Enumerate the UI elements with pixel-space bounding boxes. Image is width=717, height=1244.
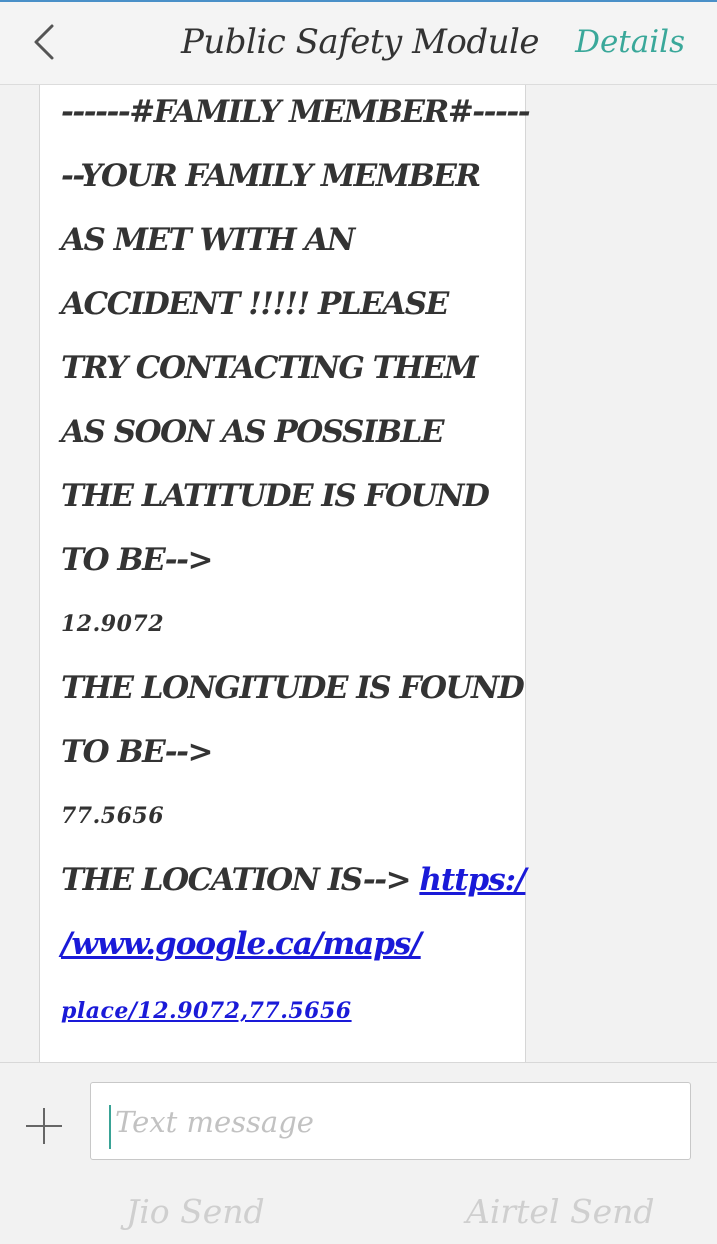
jio-send-button[interactable]: Jio Send	[126, 1192, 265, 1231]
message-line: TRY CONTACTING THEM	[61, 350, 477, 386]
attach-button[interactable]	[24, 1106, 64, 1146]
details-button[interactable]: Details	[575, 24, 685, 60]
message-input[interactable]	[90, 1082, 691, 1160]
location-prefix: THE LOCATION IS-->	[61, 862, 420, 898]
back-button[interactable]	[24, 20, 68, 64]
airtel-send-button[interactable]: Airtel Send	[466, 1192, 655, 1231]
app-header	[0, 2, 717, 85]
message-line: --YOUR FAMILY MEMBER	[61, 158, 480, 194]
location-line	[61, 848, 526, 912]
chevron-left-icon	[24, 20, 68, 64]
message-bubble[interactable]	[39, 85, 530, 1062]
message-line: THE LONGITUDE IS FOUND	[61, 670, 524, 706]
message-line: TO BE-->	[61, 734, 212, 770]
latitude-value: 12.9072	[61, 611, 165, 637]
message-body	[61, 85, 530, 1040]
message-line: ------#FAMILY MEMBER#-----	[61, 94, 530, 130]
link-line	[61, 912, 511, 976]
link-line	[61, 976, 511, 1040]
message-line: AS MET WITH AN	[61, 222, 354, 258]
message-line: THE LATITUDE IS FOUND	[61, 478, 489, 514]
maps-link[interactable]: /www.google.ca/maps/	[61, 926, 421, 962]
message-line: AS SOON AS POSSIBLE	[61, 414, 444, 450]
message-thread[interactable]	[0, 85, 717, 1062]
plus-icon	[24, 1106, 64, 1146]
maps-link[interactable]: https:/	[419, 862, 526, 898]
message-line: TO BE-->	[61, 542, 212, 578]
longitude-value: 77.5656	[61, 803, 165, 829]
message-input-placeholder: Text message	[115, 1105, 314, 1139]
text-cursor	[109, 1105, 111, 1149]
message-line: ACCIDENT !!!!! PLEASE	[61, 286, 448, 322]
maps-link[interactable]: place/12.9072,77.5656	[61, 998, 352, 1024]
conversation-title: Public Safety Module	[180, 22, 540, 62]
